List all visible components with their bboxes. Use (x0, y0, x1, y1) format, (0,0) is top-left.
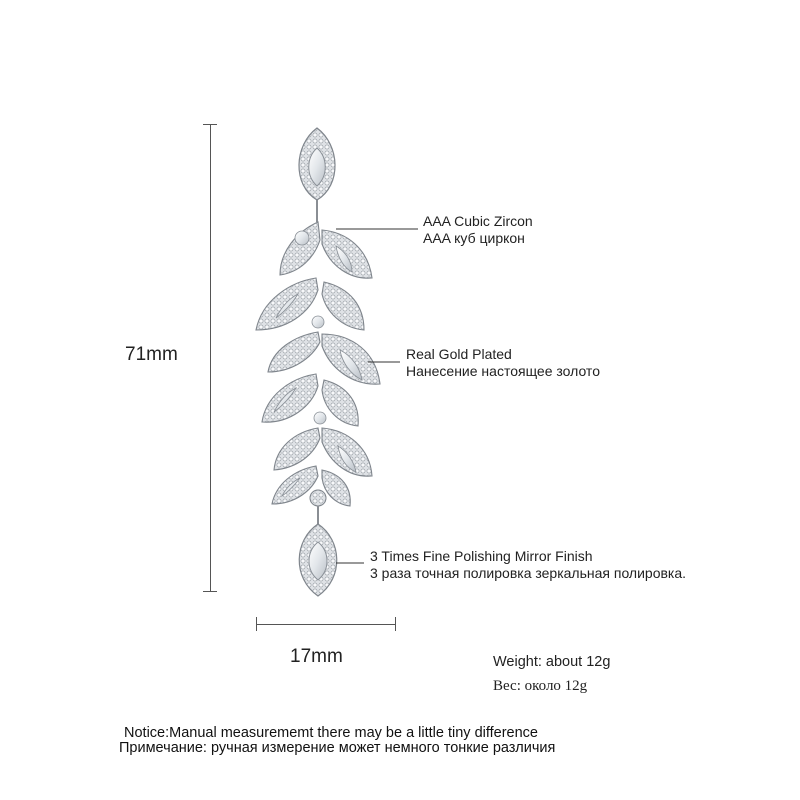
callout-polish-en: 3 Times Fine Polishing Mirror Finish (370, 548, 593, 564)
callout-zircon-ru: AAA куб циркон (423, 230, 525, 246)
notice-ru: Примечание: ручная измерение может немного тонкие различия (119, 740, 556, 756)
weight-en: Weight: about 12g (493, 654, 611, 670)
callout-zircon-en: AAA Cubic Zircon (423, 213, 533, 229)
leaf-cluster-1 (256, 222, 372, 330)
callout-polish-ru: 3 раза точная полировка зеркальная полировка. (370, 565, 687, 581)
top-marquise (299, 128, 335, 222)
callout-gold (406, 346, 600, 380)
callout-zircon (423, 213, 533, 247)
callout-gold-en: Real Gold Plated (406, 346, 512, 362)
callout-gold-ru: Нанесение настоящее золото (406, 363, 600, 379)
bottom-marquise (299, 524, 337, 596)
width-dim-label: 17mm (290, 646, 343, 667)
callout-polish (370, 548, 686, 582)
height-dim-label: 71mm (125, 344, 178, 365)
weight-ru: Вес: около 12g (493, 678, 588, 694)
notice-en: Notice:Manual measurememt there may be a little tiny difference (124, 725, 538, 741)
leaf-cluster-2 (262, 332, 380, 426)
leaf-cluster-3 (272, 428, 372, 524)
